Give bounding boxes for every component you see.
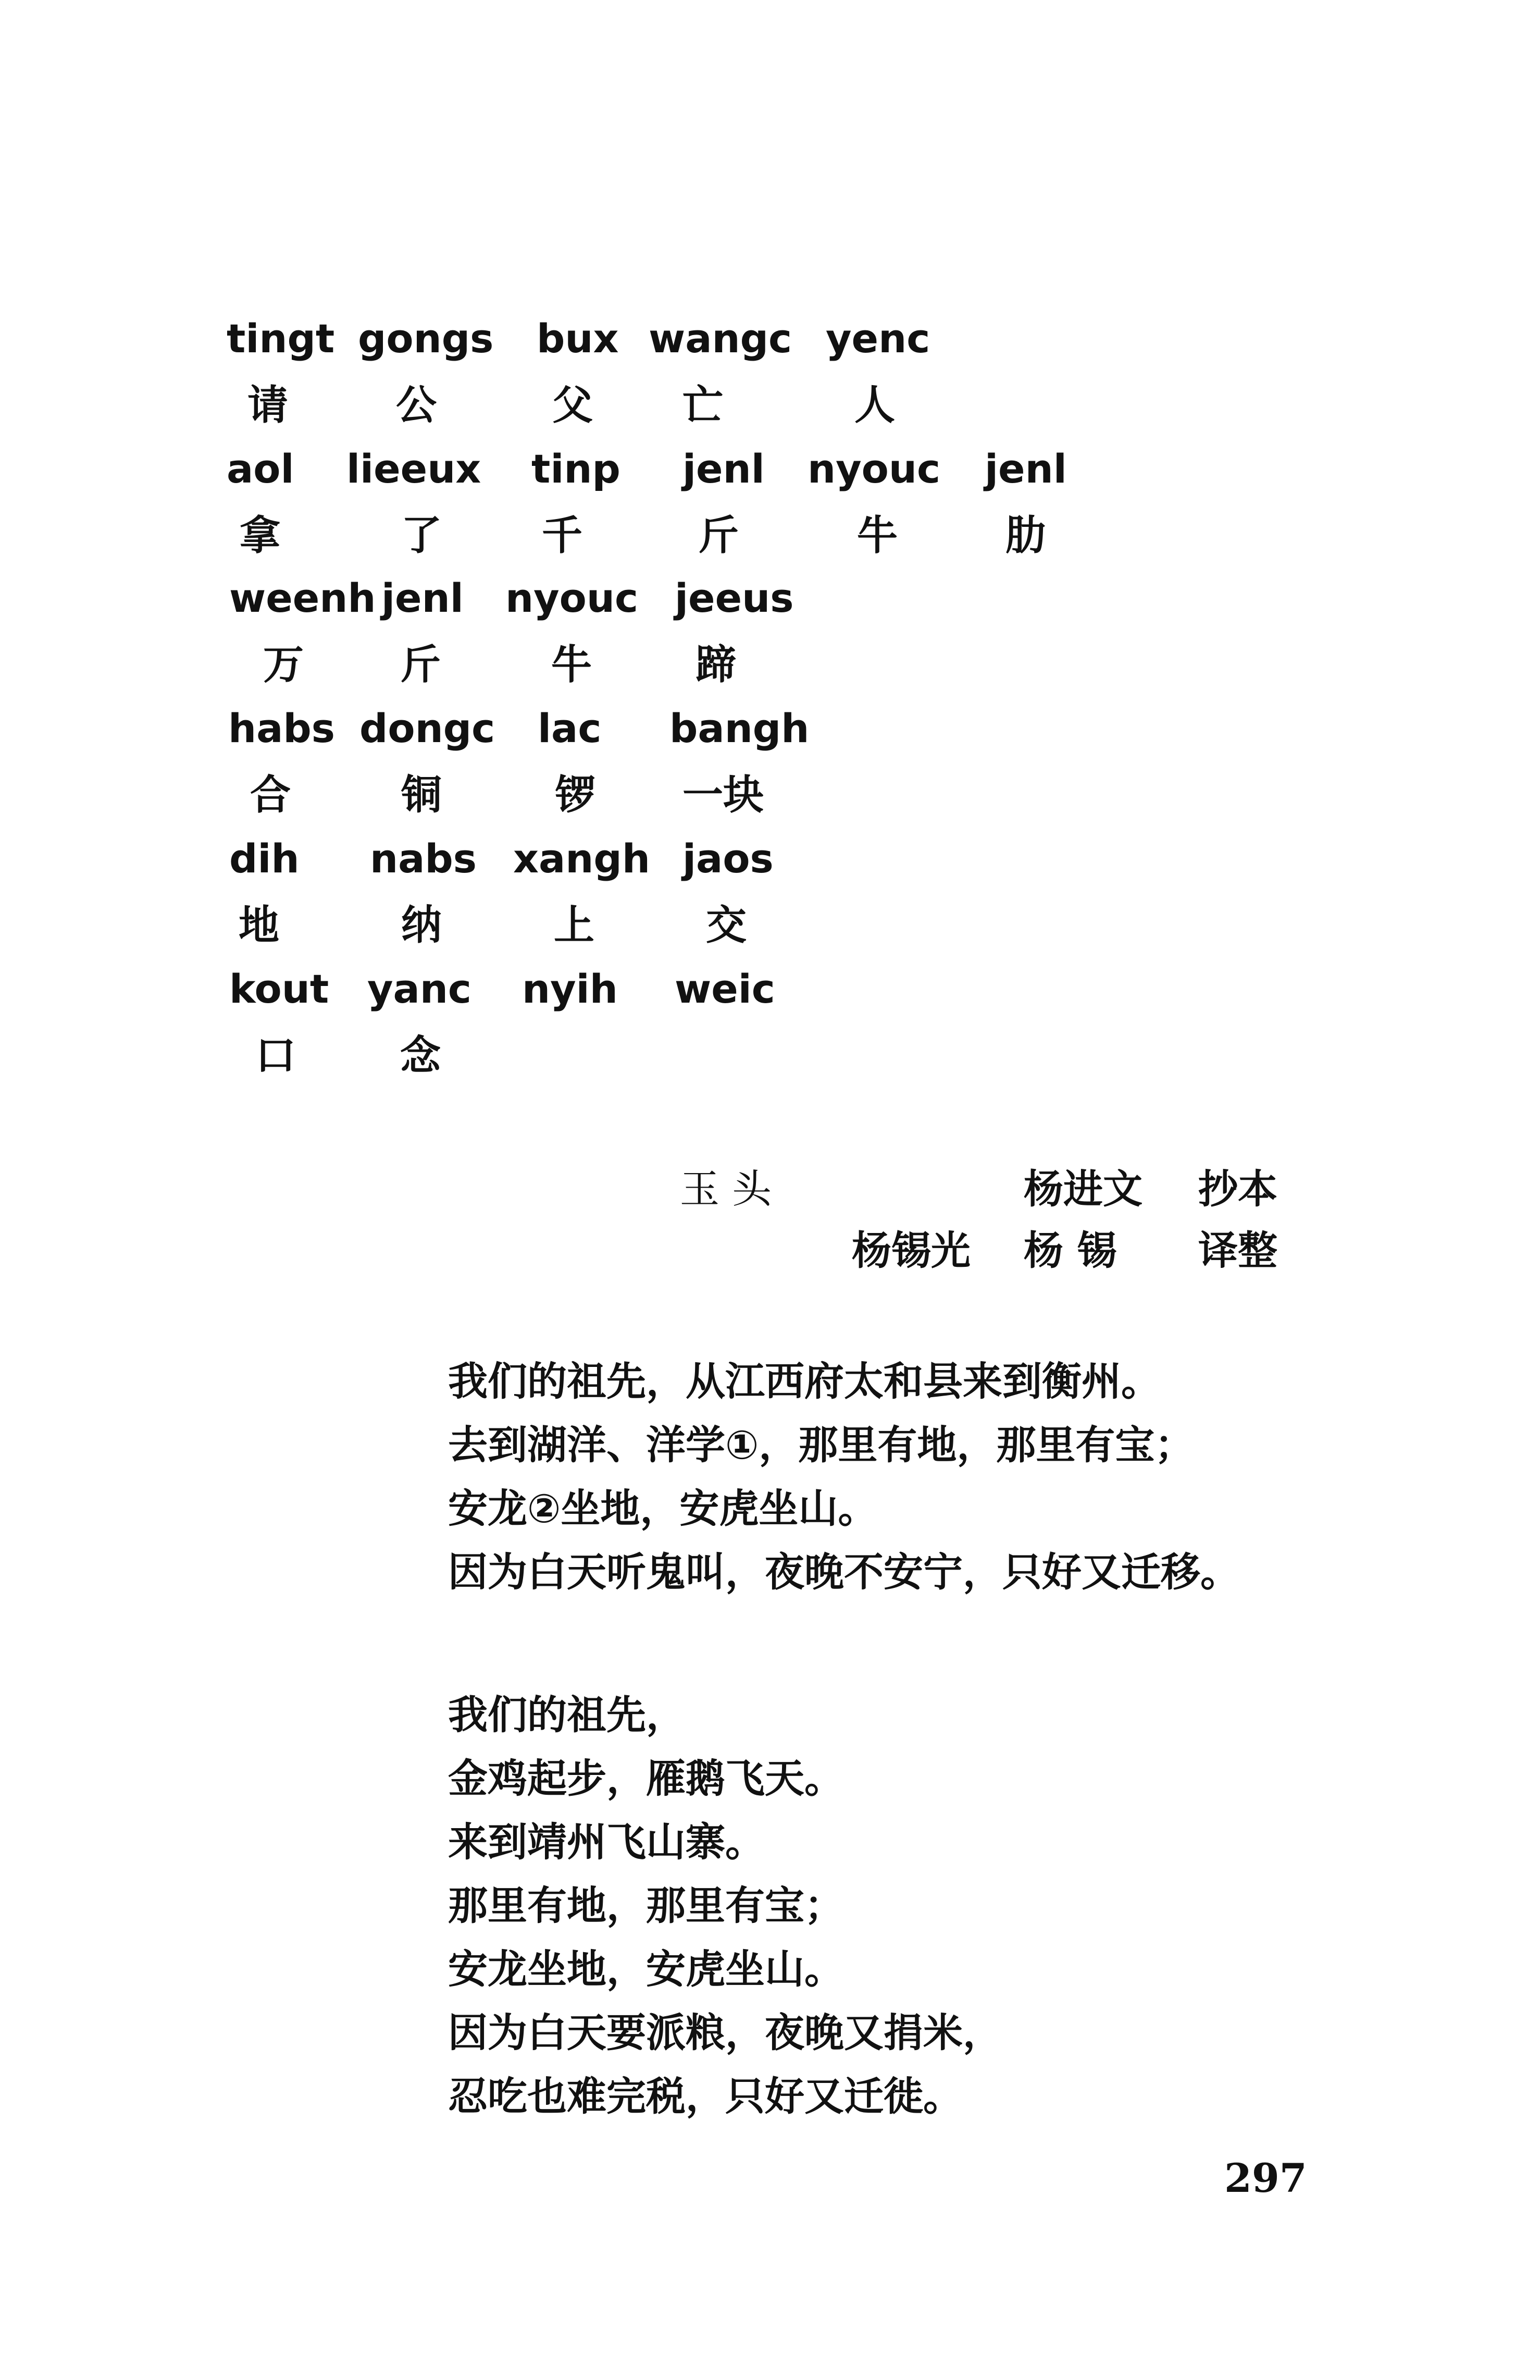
poem-line: 我们的祖先， [448,1692,686,1738]
poem-line: 因为白天听鬼叫，夜晚不安宁，只好又迁移。 [448,1549,1240,1595]
romanized-line [0,963,1540,1026]
romanized-word: yenc [826,315,930,362]
gloss-word: 亡 [682,382,724,429]
translator-name: 杨锡光 [852,1227,971,1274]
romanized-word: weic [675,966,775,1012]
poem-line: 去到湖洋、洋学①，那里有地，那里有宝； [448,1422,1195,1468]
romanized-word: kout [229,966,329,1012]
gloss-word: 肋 [1005,512,1047,559]
gloss-word: 口 [255,1032,296,1079]
gloss-word: 了 [401,512,442,559]
gloss-line [0,379,1540,442]
gloss-word: 斤 [400,642,441,688]
copy-label: 抄本 [1198,1166,1277,1212]
gloss-word: 公 [396,382,437,429]
romanized-word: jenl [985,446,1067,492]
gloss-word: 纳 [401,902,442,949]
gloss-word: 请 [247,382,289,429]
poem-line: 我们的祖先，从江西府太和县来到衡州。 [448,1358,1161,1404]
gloss-line [0,899,1540,962]
poem-line: 那里有地，那里有宝； [448,1882,844,1929]
gloss-word: 万 [263,642,304,688]
poem-line: 金鸡起步，雁鹅飞天。 [448,1755,844,1802]
romanized-word: aol [227,446,294,492]
poem-stanza [448,1350,1386,1604]
romanized-word: lieeux [346,446,481,492]
romanized-word: lac [538,705,602,751]
romanized-line [0,702,1540,765]
poem-line: 忍吃也难完税，只好又迁徙。 [448,2073,963,2119]
gloss-word: 铜 [401,772,442,819]
gloss-word: 念 [400,1032,441,1079]
romanized-word: nyouc [505,575,639,621]
gloss-word: 蹄 [696,642,737,688]
romanized-line [0,572,1540,635]
gloss-word: 父 [552,382,593,429]
translate-label: 译整 [1198,1227,1277,1274]
romanized-word: nyouc [808,446,941,492]
gloss-word: 上 [554,902,595,949]
gloss-line [0,510,1540,572]
romanized-word: habs [228,705,336,751]
romanized-word: jeeus [675,575,794,621]
romanized-word: jenl [381,575,464,621]
romanized-line [0,833,1540,895]
romanized-word: tinp [531,446,620,492]
poem-stanza [448,1683,1386,2128]
translator-name: 杨 锡 [1024,1227,1117,1274]
romanized-word: xangh [513,835,650,882]
romanized-word: bangh [669,705,810,751]
poem-line: 因为白天要派粮，夜晚又捐米， [448,2009,1002,2056]
romanized-word: jenl [682,446,765,492]
gloss-line [0,639,1540,701]
romanized-word: jaos [682,835,774,882]
gloss-word: 牛 [551,642,592,688]
romanized-word: wangc [649,315,792,362]
poem-line: 安龙坐地，安虎坐山。 [448,1946,844,1992]
poem-line: 安龙②坐地，安虎坐山。 [448,1485,878,1532]
copyist-name: 杨进文 [1024,1166,1142,1212]
romanized-word: dongc [359,705,495,751]
romanized-word: weenh [229,575,376,621]
gloss-word: 牛 [857,512,898,559]
romanized-word: tingt [227,315,335,362]
page-number: 297 [1224,2155,1307,2201]
romanized-word: nabs [370,835,477,882]
interlinear-text [0,0,1540,1146]
gloss-word: 锣 [555,772,596,819]
gloss-word: 斤 [698,512,739,559]
romanized-word: bux [537,315,619,362]
gloss-word: 地 [239,902,280,949]
gloss-line [0,1030,1540,1092]
gloss-word: 一块 [682,772,764,819]
romanized-line [0,313,1540,375]
romanized-word: yanc [367,966,471,1012]
romanized-line [0,443,1540,505]
gloss-word: 交 [706,902,747,949]
gloss-word: 合 [250,772,291,819]
romanized-word: gongs [358,315,494,362]
gloss-word: 千 [542,512,583,559]
gloss-word: 拿 [240,512,281,559]
gloss-word: 人 [854,382,896,429]
place-name: 玉 头 [680,1166,772,1212]
romanized-word: nyih [522,966,618,1012]
poem-line: 来到靖州飞山寨。 [448,1819,765,1865]
gloss-line [0,769,1540,832]
romanized-word: dih [229,835,300,882]
